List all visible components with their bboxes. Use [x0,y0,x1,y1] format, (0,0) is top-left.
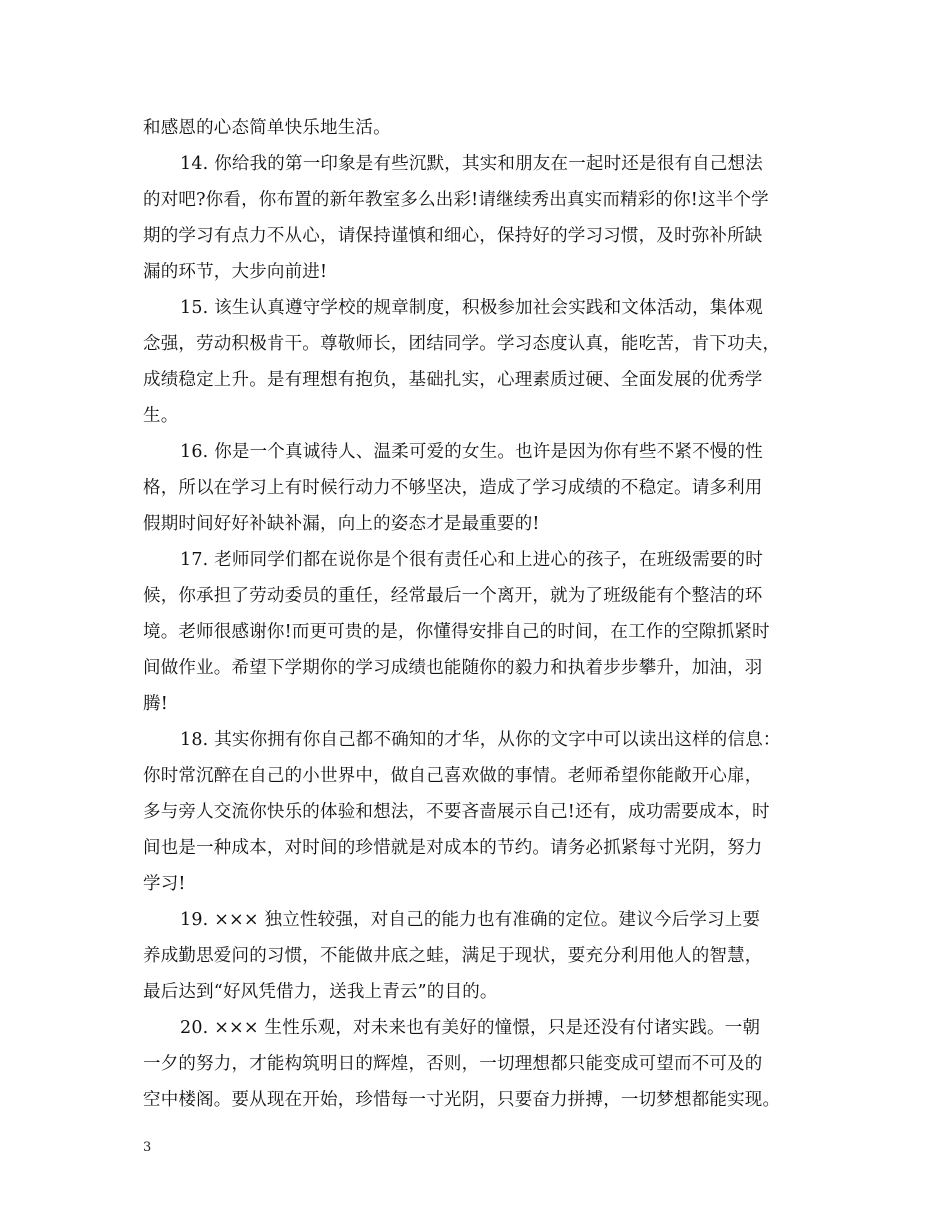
text-line: 和感恩的心态简单快乐地生活。 [143,118,391,138]
text-line: 你时常沉醉在自己的小世界中，做自己喜欢做的事情。老师希望你能敞开心扉， [143,766,763,786]
paragraph-17-start: 17. 老师同学们都在说你是个很有责任心和上进心的孩子，在班级需要的时 [180,550,763,570]
page-number: 3 [143,1140,152,1155]
paragraph-19-start: 19. ××× 独立性较强，对自己的能力也有准确的定位。建议今后学习上要 [180,910,761,930]
text-line: 生。 [143,406,179,426]
text-line: 的对吧?你看，你布置的新年教室多么出彩!请继续秀出真实而精彩的你!这半个学 [143,190,769,210]
paragraph-18-start: 18. 其实你拥有你自己都不确知的才华，从你的文字中可以读出这样的信息： [180,730,781,750]
text-line: 最后达到“好风凭借力，送我上青云”的目的。 [143,982,498,1002]
text-line: 养成勤思爱问的习惯，不能做井底之蛙，满足于现状，要充分利用他人的智慧， [143,946,763,966]
text-line: 成绩稳定上升。是有理想有抱负，基础扎实，心理素质过硬、全面发展的优秀学 [143,370,763,390]
text-line: 漏的环节，大步向前进! [143,262,328,282]
paragraph-20-start: 20. ××× 生性乐观，对未来也有美好的憧憬，只是还没有付诸实践。一朝 [180,1018,761,1038]
text-line: 格，所以在学习上有时候行动力不够坚决，造成了学习成绩的不稳定。请多利用 [143,478,763,498]
text-line: 假期时间好好补缺补漏，向上的姿态才是最重要的! [143,514,540,534]
text-line: 期的学习有点力不从心，请保持谨慎和细心，保持好的学习习惯，及时弥补所缺 [143,226,763,246]
text-line: 间做作业。希望下学期你的学习成绩也能随你的毅力和执着步步攀升，加油，羽 [143,658,763,678]
text-line: 境。老师很感谢你!而更可贵的是，你懂得安排自己的时间，在工作的空隙抓紧时 [143,622,770,642]
paragraph-14-start: 14. 你给我的第一印象是有些沉默，其实和朋友在一起时还是很有自己想法 [180,154,763,174]
paragraph-15-start: 15. 该生认真遵守学校的规章制度，积极参加社会实践和文体活动，集体观 [180,298,763,318]
text-line: 念强，劳动积极肯干。尊敬师长，团结同学。学习态度认真，能吃苦，肯下功夫， [143,334,781,354]
text-line: 学习! [143,874,186,894]
text-line: 多与旁人交流你快乐的体验和想法，不要吝啬展示自己!还有，成功需要成本，时 [143,802,770,822]
paragraph-16-start: 16. 你是一个真诚待人、温柔可爱的女生。也许是因为你有些不紧不慢的性 [180,442,763,462]
text-line: 间也是一种成本，对时间的珍惜就是对成本的节约。请务必抓紧每寸光阴，努力 [143,838,763,858]
text-line: 空中楼阁。要从现在开始，珍惜每一寸光阴，只要奋力拼搏，一切梦想都能实现。 [143,1090,781,1110]
text-line: 一夕的努力，才能构筑明日的辉煌，否则，一切理想都只能变成可望而不可及的 [143,1054,763,1074]
text-line: 腾! [143,694,168,714]
text-line: 候，你承担了劳动委员的重任，经常最后一个离开，就为了班级能有个整洁的环 [143,586,763,606]
